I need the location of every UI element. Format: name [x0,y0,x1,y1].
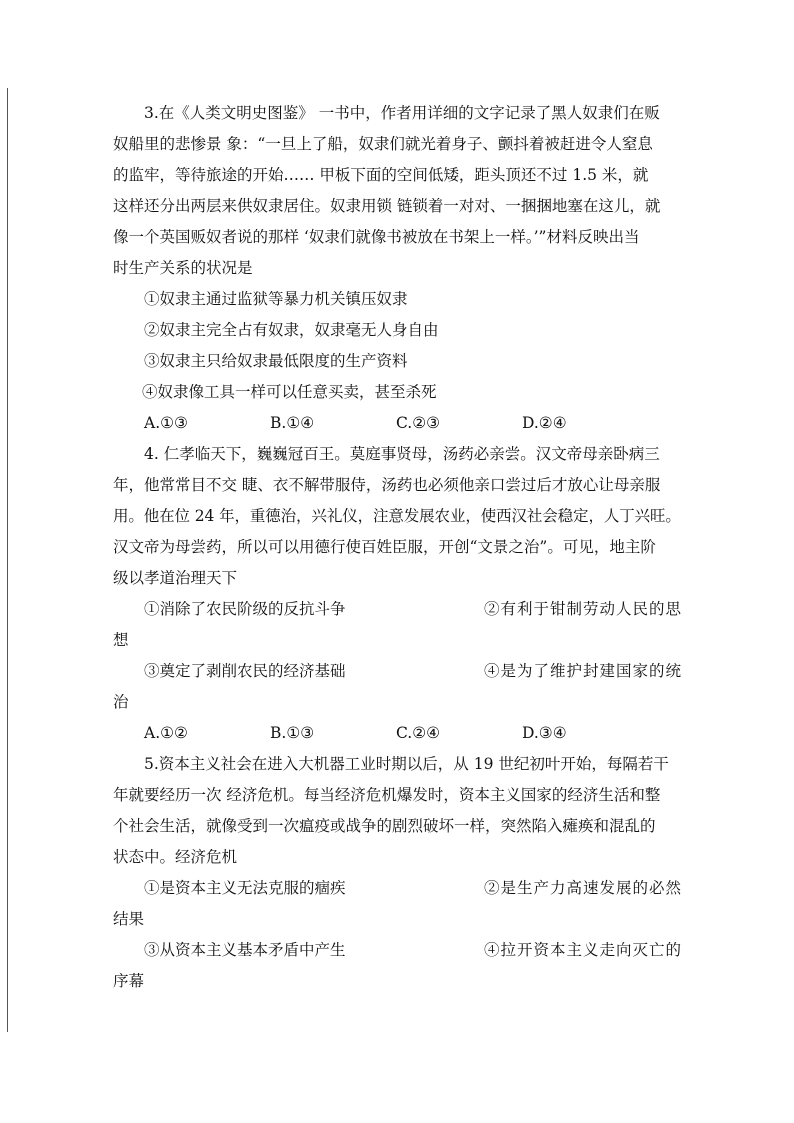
question-4-option-3: ③奠定了剥削农民的经济基础 [144,662,346,680]
question-4-options-row-1 [113,594,681,625]
left-margin-rule [7,88,8,1032]
question-3-line-2: 奴船里的悲惨景 象：“一旦上了船，奴隶们就光着身子、颤抖着被赶进令人窒息 [113,135,653,153]
question-5-option-4-continuation: 序幕 [113,972,145,990]
question-4-line-1: 4. 仁孝临天下，巍巍冠百王。莫庭事贤母，汤药必亲尝。汉文帝母亲卧病三 [144,445,660,463]
question-3-option-3: ③奴隶主只给奴隶最低限度的生产资料 [144,352,408,370]
question-5-line-3: 个社会生活，就像受到一次瘟疫或战争的剧烈破坏一样，突然陷入瘫痪和混乱的 [113,817,656,835]
question-3-stem [113,98,681,284]
question-5-option-4: ④拉开资本主义走向灭亡的 [484,941,681,959]
question-4-choice-c: C.②④ [396,724,441,742]
question-5-option-2-continuation: 结果 [113,910,145,928]
question-5-options-row-2 [113,935,681,966]
question-5-line-2: 年就要经历一次 经济危机。每当经济危机爆发时，资本主义国家的经济生活和整 [113,786,661,804]
question-4-line-4: 汉文帝为母尝药，所以可以用德行使百姓臣服，开创“文景之治”。可见，地主阶 [113,538,656,556]
question-4-option-4: ④是为了维护封建国家的统 [484,662,681,680]
question-5-options-row-1 [113,873,681,904]
question-3-choice-d: D.②④ [522,414,567,432]
question-4-stem [113,439,681,594]
question-4-line-5: 级以孝道治理天下 [113,569,238,587]
question-4-option-1: ①消除了农民阶级的反抗斗争 [144,600,346,618]
question-4-choice-a: A.①② [144,724,188,742]
question-4-option-2-continuation: 想 [113,631,129,649]
question-4-choice-b: B.①③ [270,724,315,742]
question-4-choice-d: D.③④ [522,724,567,742]
question-4-option-4-continuation: 治 [113,693,129,711]
question-3-choice-c: C.②③ [396,414,441,432]
question-3-line-3: 的监牢，等待旅途的开始…… 甲板下面的空间低矮，距头顶还不过 1.5 米，就 [113,166,649,184]
question-5-option-3: ③从资本主义基本矛盾中产生 [144,941,346,959]
question-4-option-2: ②有利于钳制劳动人民的思 [484,600,681,618]
question-5-line-1: 5.资本主义社会在进入大机器工业时期以后，从 19 世纪初叶开始，每隔若干 [144,755,669,773]
question-4-line-3: 用。他在位 24 年，重德治，兴礼仪，注意发展农业，使西汉社会稳定，人丁兴旺。 [113,507,681,525]
exam-page-content [113,98,681,997]
question-4-options-row-2 [113,656,681,687]
question-3 [113,98,681,439]
question-3-line-4: 这样还分出两层来供奴隶居住。奴隶用锁 链锁着一对对、一捆捆地塞在这儿，就 [113,197,661,215]
question-5-line-4: 状态中。经济危机 [113,848,238,866]
question-4 [113,439,681,749]
question-4-choices [113,718,681,749]
question-3-line-5: 像一个英国贩奴者说的那样 ‘奴隶们就像书被放在书架上一样。’”材料反映出当 [113,228,640,246]
question-5-option-2: ②是生产力高速发展的必然 [484,879,681,897]
question-3-choice-a: A.①③ [144,414,188,432]
question-5-option-1: ①是资本主义无法克服的痼疾 [144,879,346,897]
question-3-option-4: ④奴隶像工具一样可以任意买卖，甚至杀死 [142,383,437,401]
question-3-choice-b: B.①④ [270,414,315,432]
question-3-line-6: 时生产关系的状况是 [113,259,253,277]
question-3-option-2: ②奴隶主完全占有奴隶，奴隶毫无人身自由 [144,321,439,339]
question-5 [113,749,681,997]
question-3-choices [113,408,681,439]
question-3-line-1: 3.在《人类文明史图鉴》 一书中，作者用详细的文字记录了黑人奴隶们在贩 [144,104,660,122]
question-5-stem [113,749,681,873]
question-3-option-1: ①奴隶主通过监狱等暴力机关镇压奴隶 [144,290,408,308]
question-4-line-2: 年，他常常目不交 睫、衣不解带服侍，汤药也必须他亲口尝过后才放心让母亲服 [113,476,661,494]
